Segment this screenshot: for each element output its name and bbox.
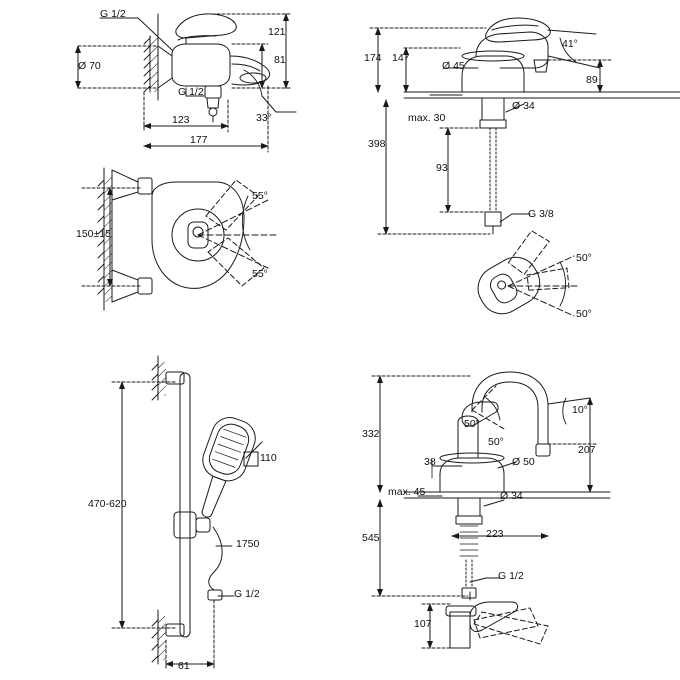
view-shower-rail [112,356,262,670]
dim-bath-81: 81 [274,54,286,66]
view-sink-lever-detail [422,592,548,648]
dim-sink-207: 207 [578,444,596,456]
dim-bath-55-up: 55° [252,190,268,202]
dim-bath-g12-bottom: G 1/2 [178,86,204,98]
view-basin-mixer [370,18,680,234]
dim-sink-maxdeck: max. 45 [388,486,426,498]
dim-sink-223: 223 [486,528,504,540]
dim-basin-398: 398 [368,138,386,150]
view-bath-mixer-side [78,14,296,152]
dim-basin-top-50-left: 50° [576,252,592,264]
dim-basin-89: 89 [586,74,598,86]
dim-shower-61: 61 [178,660,190,672]
view-basin-mixer-top [464,225,580,329]
dim-sink-d50: Ø 50 [512,456,535,468]
dim-basin-g38: G 3/8 [528,208,554,220]
dim-sink-50-left: 50° [464,418,480,430]
dim-bath-55-down: 55° [252,268,268,280]
dim-shower-110: 110 [260,452,277,464]
dim-bath-177: 177 [190,134,208,146]
dim-bath-d70: Ø 70 [78,60,101,72]
dim-shower-hose: 1750 [236,538,260,550]
dim-shower-g12: G 1/2 [234,588,260,600]
dim-basin-93: 93 [436,162,448,174]
view-bath-mixer-front [82,168,278,310]
dim-sink-10deg: 10° [572,404,588,416]
dim-basin-top-50-right: 50° [576,308,592,320]
dim-bath-121: 121 [268,26,286,38]
dim-sink-545: 545 [362,532,380,544]
dim-sink-50-right: 50° [488,436,504,448]
dim-sink-d34: Ø 34 [500,490,523,502]
dim-lever-107: 107 [414,618,432,630]
dim-basin-147: 147 [392,52,410,64]
dim-sink-332: 332 [362,428,380,440]
dim-bath-123: 123 [172,114,190,126]
dim-basin-174: 174 [364,52,382,64]
dim-basin-maxdeck: max. 30 [408,112,446,124]
dim-bath-g12-top: G 1/2 [100,8,126,20]
dim-bath-33deg: 33° [256,112,272,124]
dim-bath-centers: 150±15 [76,228,111,240]
dim-basin-d45: Ø 45 [442,60,465,72]
dim-shower-slide: 470-620 [88,498,127,510]
dim-basin-41deg: 41° [562,38,578,50]
dim-basin-d34: Ø 34 [512,100,535,112]
dim-sink-g12: G 1/2 [498,570,524,582]
dim-sink-38: 38 [424,456,436,468]
